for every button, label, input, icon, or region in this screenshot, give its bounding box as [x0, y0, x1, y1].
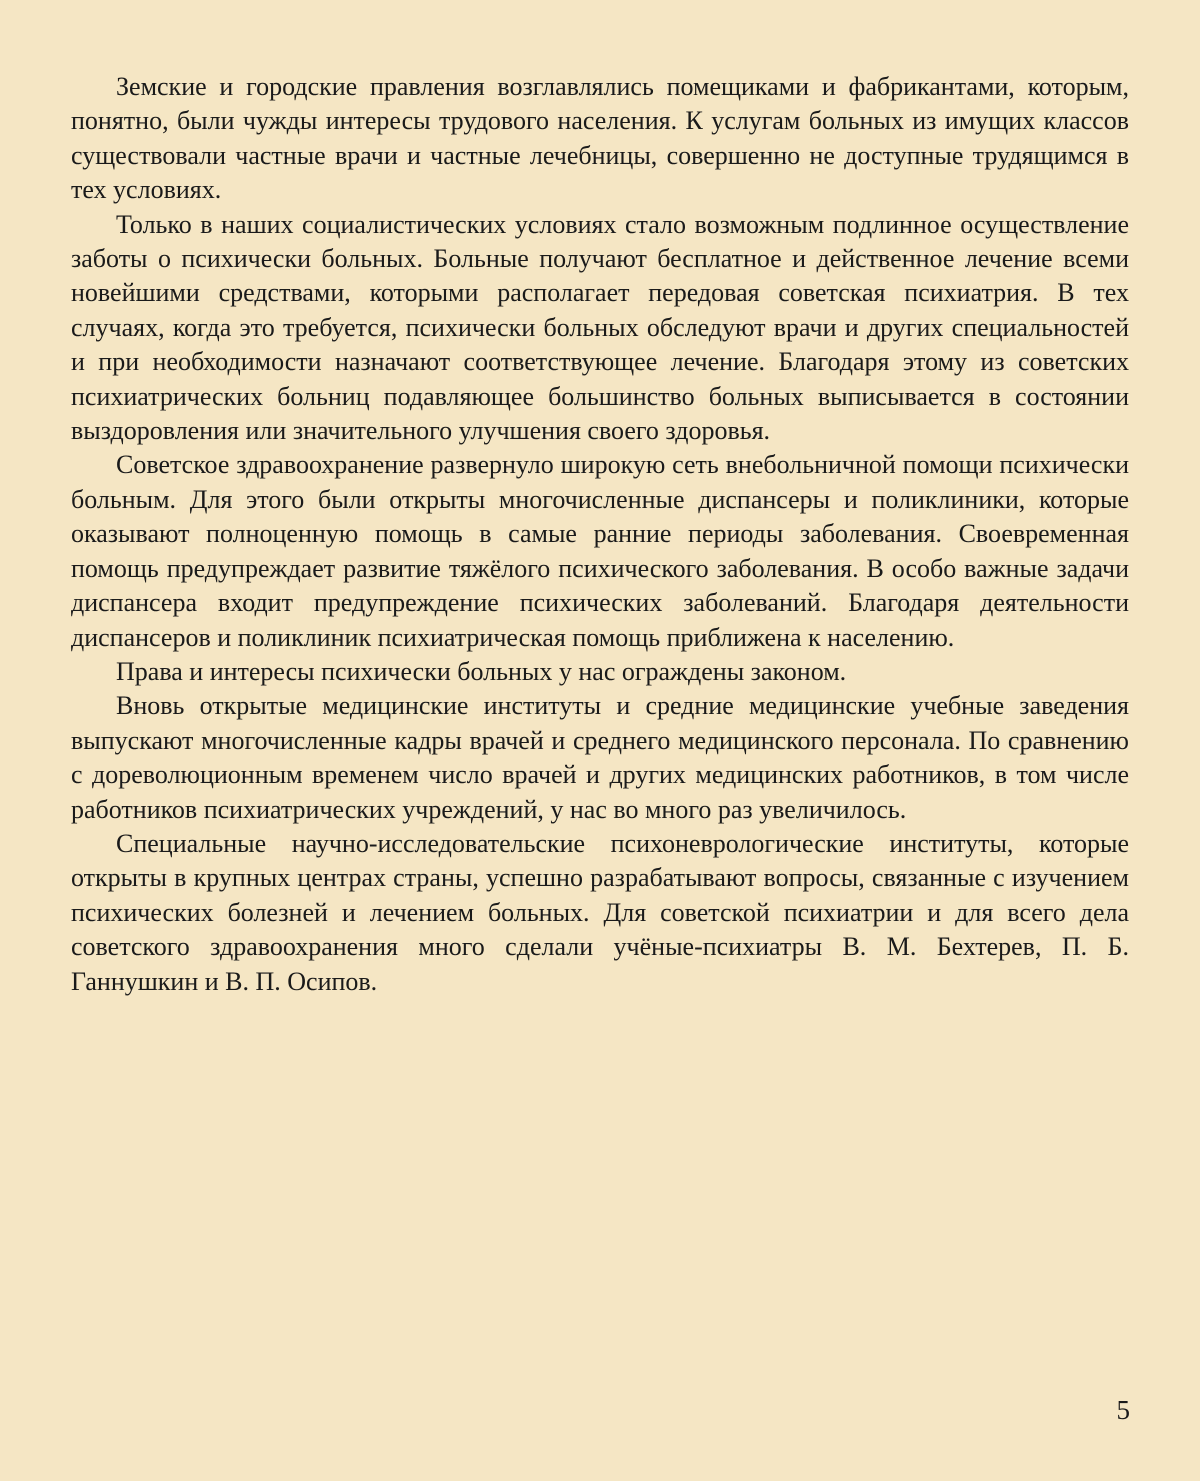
paragraph-5: Вновь открытые медицинские институты и средние медицинские учебные заведения выпускают многочисленные кадры врачей и среднего медицинского персонала. По сравнению с дореволюционным временем число врачей и других медицинских работников, в том числе работников психиатрических учреждений, у нас во много раз увеличилось.: [71, 691, 1129, 824]
paragraph-2: Только в наших социалистических условиях стало возможным подлинное осуществление заботы о психически больных. Больные получают бесплатное и действенное лечение всеми новейшими средствами, которыми располагает передовая советская психиатрия. В тех случаях, когда это требуется, психически больных обследуют врачи и других специальностей и при необходимости назначают соответствующее лечение. Благодаря этому из советских психиатрических больниц подавляющее большинство больных выписывается в состоянии выздоровления или значительного улучшения своего здоровья.: [71, 209, 1129, 446]
paragraph-6: Специальные научно-исследовательские психоневрологические институты, которые открыты в крупных центрах страны, успешно разрабатывают вопросы, связанные с изучением психических болезней и лечением больных. Для советской психиатрии и для всего дела советского здравоохранения много сделали учёные-психиатры В. М. Бехтерев, П. Б. Ганнушкин и В. П. Осипов.: [71, 828, 1129, 996]
body-text: [71, 70, 1129, 999]
page-number: 5: [1116, 1395, 1130, 1425]
paragraph-3: Советское здравоохранение развернуло широкую сеть внебольничной помощи психически больным. Для этого были открыты многочисленные диспансеры и поликлиники, которые оказывают полноценную помощь в самые ранние периоды заболевания. Своевременная помощь предупреждает развитие тяжёлого психического заболевания. В особо важные задачи диспансера входит предупреждение психических заболеваний. Благодаря деятельности диспансеров и поликлиник психиатрическая помощь приближена к населению.: [71, 450, 1129, 652]
paragraph-4: Права и интересы психически больных у нас ограждены законом.: [116, 656, 847, 686]
paragraph-1: Земские и городские правления возглавлялись помещиками и фабрикантами, которым, понятно, были чужды интересы трудового населения. К услугам больных из имущих классов существовали частные врачи и частные лечебницы, совершенно не доступные трудящимся в тех условиях.: [71, 72, 1129, 205]
